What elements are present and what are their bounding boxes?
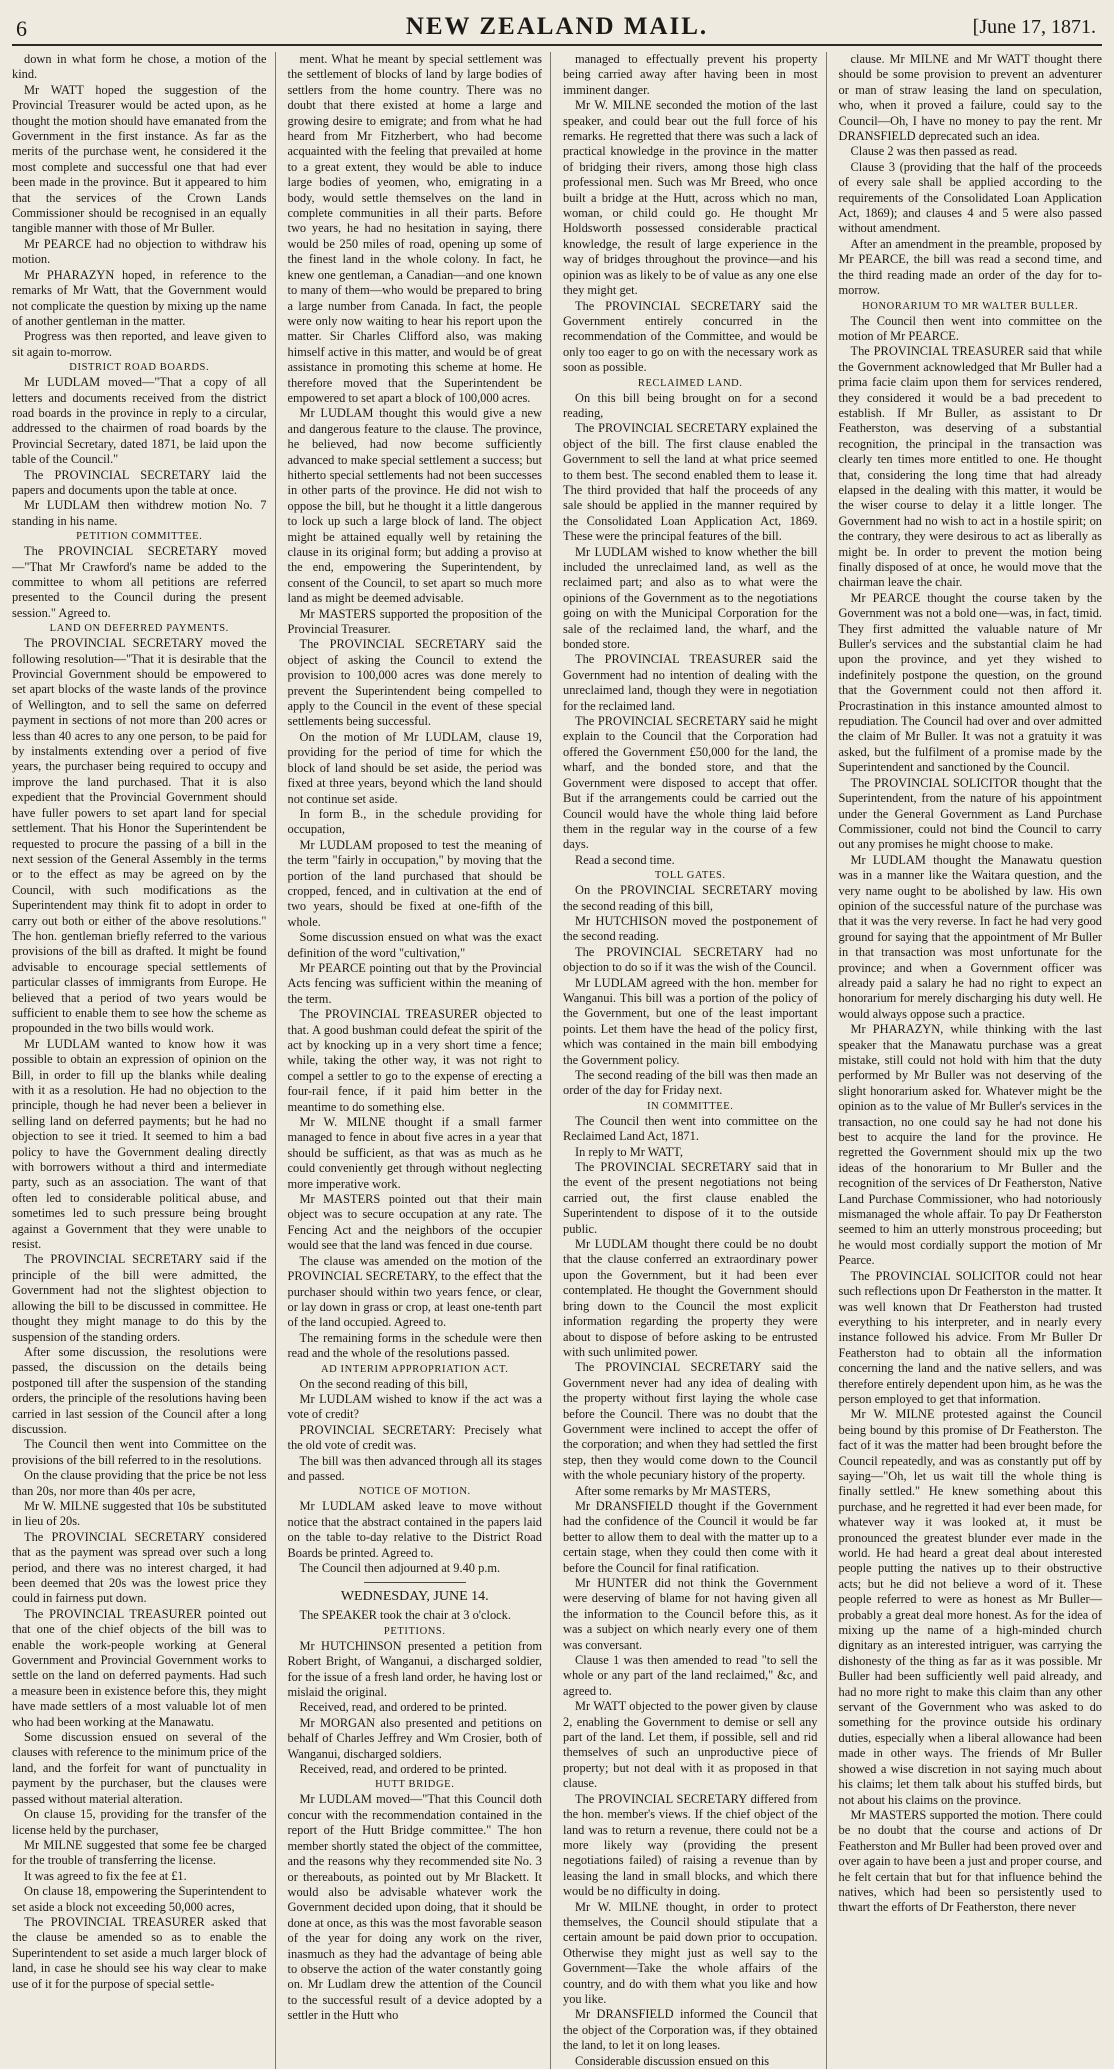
section-heading: IN COMMITTEE.	[646, 1100, 734, 1112]
paragraph: The second reading of the bill was then made an order of the day for Friday next.	[563, 1068, 818, 1098]
paragraph: Mr LUDLAM wanted to know how it was possible to obtain an expression of opinion on the Bill, in order to fill up the blanks while dealing with it as a resolution. He had no objection to the principle, though he had never been a believer in selling land on deferred payments; but he had no objection to see it tried. It seemed to him a bad policy to have the Government dealing directly with borrowers without a third and intermediate party, such as an association. The want of that often led to considerable political abuse, and sometimes led to such pressure being brought against a Government that they were unable to resist.	[12, 1036, 267, 1252]
paragraph: It was agreed to fix the fee at £1.	[24, 1868, 187, 1883]
paragraph: Mr DRANSFIELD informed the Council that the object of the Corporation was, if they obtained the land, to let it on long leases.	[563, 2007, 818, 2053]
column-2	[288, 52, 552, 2069]
paragraph: The PROVINCIAL SECRETARY laid the papers and documents upon the table at once.	[12, 467, 267, 497]
paragraph: Clause 1 was then amended to read "to sell the whole or any part of the land reclaimed," &c, and agreed to.	[563, 1653, 818, 1698]
paragraph: Received, read, and ordered to be printed.	[299, 1700, 507, 1715]
paragraph: In form B., in the schedule providing for occupation,	[287, 806, 542, 837]
paragraph: The PROVINCIAL SECRETARY said if the principle of the bill were admitted, the Government had not the slightest objection to allowing the bill to be discussed in committee. He thought they might manage to do this by the suspension of the standing orders.	[12, 1252, 267, 1344]
section-heading: PETITIONS.	[383, 1625, 446, 1637]
paragraph: Mr PHARAZYN, while thinking with the last speaker that the Manawatu purchase was a great mistake, still could not hold with him that the duty performed by Mr Buller was not deserving of the slight honorarium asked for. Whatever might be the opinion as to the value of Mr Buller's services in the transaction, no one could say he had not done his best to acquire the land for the province. He regretted the Government should mix up the two ideas of the honorarium to Mr Buller and the recognition of the services of Dr Featherston, Native Land Purchase Commissioner, who had notoriously mismanaged the whole affair. To pay Dr Featherston seemed to him an utterly monstrous proceeding; but he would most cordially support the motion of Mr Pearce.	[838, 1022, 1102, 1268]
paragraph: Mr HUTCHISON moved the postponement of the second reading.	[563, 913, 818, 944]
paragraph: On clause 18, empowering the Superintendent to set aside a block not exceeding 50,000 acres,	[12, 1884, 267, 1914]
paragraph: down in what form he chose, a motion of the kind.	[12, 52, 267, 82]
paragraph: Mr HUNTER did not think the Government were deserving of blame for not having given all the information to the Council before this, as it was a subject on which nearly every one of them was conversant.	[563, 1576, 818, 1652]
paragraph: The PROVINCIAL TREASURER asked that the clause be amended so as to enable the Superintendent to set aside a much larger block of land, in case he should see his way clear to make use of it for the purpose of special settle-	[12, 1914, 267, 1991]
paragraph: Mr PEARCE thought the course taken by the Government was not a bold one—was, in fact, timid. They first admitted the valuable nature of Mr Buller's services and the substantial claim he had upon the province, and yet they wished to indefinitely postpone the question, on the ground that the Government could not then afford it. Procrastination in this instance amounted almost to repudiation. The Council had over and over admitted the claim of Mr Buller. It was not a gratuity it was asked, but the fulfilment of a promise made by the Superintendent and sanctioned by the Council.	[838, 590, 1102, 775]
paragraph: After an amendment in the preamble, proposed by Mr PEARCE, the bill was read a second time, and the third reading made an order of the day for to-morrow.	[838, 236, 1102, 298]
paragraph: Mr MASTERS supported the motion. There could be no doubt that the course and actions of Dr Featherston and Mr Buller had been proved over and over again to have been a just and proper course, and he felt certain that but for that influence behind the natives, which had been so persistently used to thwart the efforts of Dr Featherston, there never	[838, 1807, 1102, 1915]
paragraph: Mr MILNE suggested that some fee be charged for the trouble of transferring the license.	[12, 1837, 267, 1868]
paragraph: The PROVINCIAL SECRETARY said that in the event of the present negotiations not being carried out, the first clause enabled the Superintendent to dispose of it to the outside public.	[563, 1160, 818, 1236]
paragraph: Clause 3 (providing that the half of the proceeds of every sale shall be applied according to the requirements of the Consolidated Loan Application Act, 1869); and clauses 4 and 5 were also passed without amendment.	[838, 159, 1102, 236]
paragraph: The Council then adjourned at 9.40 p.m.	[299, 1561, 501, 1575]
paragraph: Mr LUDLAM agreed with the hon. member for Wanganui. This bill was a portion of the policy of the Government, but one of the least important points. Let them have the head of the policy first, which was contained in the main bill embodying the Government policy.	[563, 975, 818, 1067]
paragraph: Mr W. MILNE thought if a small farmer managed to fence in about five acres in a year that should be sufficient, as that was as much as he could conveniently get through without neglecting more imperative work.	[287, 1115, 542, 1191]
paragraph: The PROVINCIAL SOLICITOR thought that the Superintendent, from the nature of his appointment under the General Government as Land Purchase Commissioner, could not bind the Council to carry out any promises he might choose to make.	[838, 775, 1102, 852]
section-heading: HUTT BRIDGE.	[375, 1779, 455, 1791]
paragraph: Mr MASTERS supported the proposition of the Provincial Treasurer.	[287, 606, 542, 637]
paragraph: The PROVINCIAL SECRETARY had no objection to do so if it was the wish of the Council.	[563, 944, 818, 975]
section-heading: DISTRICT ROAD BOARDS.	[69, 362, 210, 374]
paragraph: The PROVINCIAL TREASURER said the Government had no intention of dealing with the unreclaimed land, though they were in negotiation for the reclaimed land.	[563, 652, 818, 713]
paragraph: Received, read, and ordered to be printed.	[299, 1762, 507, 1777]
paragraph: In reply to Mr WATT,	[575, 1144, 683, 1159]
newspaper-title: NEW ZEALAND MAIL.	[405, 13, 709, 40]
paragraph: Mr LUDLAM proposed to test the meaning of the term "fairly in occupation," by moving that the portion of the land purchased that should be cropped, fenced, and in cultivation at the end of two years, should be fixed at one-fifth of the whole.	[287, 837, 542, 929]
paragraph: The bill was then advanced through all its stages and passed.	[287, 1453, 542, 1483]
paragraph: The PROVINCIAL SECRETARY said the object of asking the Council to extend the provision to 100,000 acres was done merely to prevent the Superintendent being compelled to apply to the Council in the event of these special settlements being successful.	[287, 637, 542, 729]
paragraph: Some discussion ensued on what was the exact definition of the word "cultivation,"	[287, 930, 542, 960]
paragraph: Mr MASTERS pointed out that their main object was to secure occupation at any rate. The Fencing Act and the neighbors of the occupier would see that the land was fenced in due course.	[287, 1192, 542, 1253]
paragraph: PROVINCIAL SECRETARY: Precisely what the old vote of credit was.	[287, 1422, 542, 1453]
section-heading: NOTICE OF MOTION.	[358, 1486, 471, 1498]
paragraph: After some remarks by Mr MASTERS,	[575, 1483, 771, 1498]
paragraph: Read a second time.	[575, 852, 675, 867]
column-1	[12, 52, 276, 2069]
paragraph: The Council then went into Committee on the provisions of the bill referred to in the resolutions.	[12, 1437, 267, 1467]
paragraph: The PROVINCIAL SECRETARY moved the following resolution—"That it is desirable that the Provincial Government should be empowered to set apart blocks of the waste lands of the province of Wellington, and to sell the same on deferred payment in sections of not more than 200 acres or less than 40 acres to any one person, to be paid for by instalments extending over a period of five years, the purchaser being required to occupy and improve the land purchased. That it is also expedient that the Provincial Government should have fuller powers to set apart land for special settlement. That his Honor the Superintendent be requested to procure the passing of a bill in the next session of the General Assembly in the terms or to the effect as may be agreed on by the Council, with such modifications as the Superintendent may think fit to adopt in order to carry out both or either of the above resolutions." The hon. gentleman briefly referred to the various provisions of the bill as drafted. It might be found advisable to encourage special settlements of particular classes of immigrants from Europe. He believed that a period of two years would be sufficient to enable them to see how the scheme as propounded in the two bills would work.	[12, 636, 267, 1036]
paragraph: Mr LUDLAM thought there could be no doubt that the clause conferred an extraordinary power upon the Government, but it had been ever contemplated. He thought the Government should bring down to the Council the most explicit information regarding the property they were about to dispose of before asking to be entrusted with such unlimited power.	[563, 1237, 818, 1359]
paragraph: Mr LUDLAM then withdrew motion No. 7 standing in his name.	[12, 498, 267, 528]
paragraph: managed to effectually prevent his property being carried away after having been in most imminent danger.	[563, 52, 818, 97]
section-heading: HONORARIUM TO MR WALTER BULLER.	[862, 300, 1079, 312]
paragraph: The remaining forms in the schedule were then read and the whole of the resolutions passed.	[287, 1330, 542, 1361]
paragraph: Mr WATT objected to the power given by clause 2, enabling the Government to demise or sell any part of the land. Let them, if possible, sell and rid themselves of such an unproductive piece of property; but not deal with it as proposed in that clause.	[563, 1699, 818, 1791]
paragraph: The Council then went into committee on the Reclaimed Land Act, 1871.	[563, 1113, 818, 1144]
section-heading: PETITION COMMITTEE.	[76, 531, 203, 543]
paragraph: Mr W. MILNE thought, in order to protect themselves, the Council should stipulate that a certain amount be paid down prior to occupation. Otherwise they might just as well say to the Government—Take the whole affairs of the country, and do with them what you like and how you like.	[563, 1899, 818, 2006]
paragraph: Mr W. MILNE seconded the motion of the last speaker, and could bear out the full force of his remarks. He regretted that there was such a lack of practical knowledge in the province in the matter of bridging their rivers, among those high class professional men. Such was Mr Breed, who once built a bridge at the Hutt, across which no man, woman, or child could go. He thought Mr Holdsworth possessed considerable practical knowledge, the result of large experience in the way of bridges throughout the province—and his opinion was as likely to be of value as any one else they might get.	[563, 98, 818, 298]
paragraph: The PROVINCIAL TREASURER said that while the Government acknowledged that Mr Buller had a prima facie claim upon them for services rendered, they considered it would be a bad precedent to establish. If Mr Buller, as assistant to Dr Featherston, was deserving of a substantial recognition, the principal in the transaction was clearly ten times more entitled to one. He thought that, considering the long time that had already elapsed in the dealing with this matter, it would be the wiser course to delay it a little longer. The Government had no wish to act in a hostile spirit; on the contrary, they were desirous to act as liberally as might be. In order to prevent the motion being finally disposed of at once, he would move that the chairman leave the chair.	[838, 344, 1102, 590]
paragraph: On the PROVINCIAL SECRETARY moving the second reading of this bill,	[563, 883, 818, 913]
paragraph: The PROVINCIAL TREASURER pointed out that one of the chief objects of the bill was to enable the work-people working at General Government and Provincial Government works to settle on the land on deferred payments. Had such a measure been in existence before this, they might have made settlers of a most valuable lot of men who had been working at the Manawatu.	[12, 1606, 267, 1729]
column-4	[839, 52, 1103, 2069]
paragraph: Mr PHARAZYN hoped, in reference to the remarks of Mr Watt, that the Government would not complicate the question by mixing up the name of another gentleman in the matter.	[12, 267, 267, 328]
page-number: 6	[16, 16, 27, 41]
paragraph: Mr LUDLAM asked leave to move without notice that the abstract contained in the papers laid on the table to-day relative to the District Road Boards be printed. Agreed to.	[287, 1499, 542, 1560]
paragraph: Mr MORGAN also presented and petitions on behalf of Charles Jeffrey and Wm Crosier, both of Wanganui, discharged soldiers.	[287, 1715, 542, 1761]
paragraph: On this bill being brought on for a second reading,	[563, 390, 818, 420]
paragraph: Mr LUDLAM thought this would give a new and dangerous feature to the clause. The province, he believed, had now become sufficiently advanced to make special settlement a success; but hitherto special settlements had not been successes in other parts of the province. He did not wish to oppose the bill, but he thought it a little dangerous to lock up such a large block of land. The object might be attained equally well by retaining the clause in its original form; but adding a proviso at the end, empowering the Superintendent, by consent of the Council, to set apart so much more land as might be deemed advisable.	[287, 406, 542, 606]
paragraph: The PROVINCIAL SECRETARY said the Government never had any idea of dealing with the property without first laying the whole case before the Council. There was no doubt that the Government were inclined to accept the offer of the corporation; and when they had settled the first step, then they would come down to the Council with the whole pecuniary history of the property.	[563, 1360, 818, 1483]
issue-date: [June 17, 1871.	[972, 16, 1096, 38]
paragraph: ment. What he meant by special settlement was the settlement of blocks of land by large bodies of settlers from the home country. There was no doubt that there existed at home a large and growing desire to emigrate; and from what he had heard from Mr Fitzherbert, who had become acquainted with the feeling that prevailed at home to a great extent, they would be able to induce large bodies of yeomen, who, emigrating in a body, would settle themselves on the land in complete communities in all their parts. Before two years, he had no hesitation in saying, there would be 250 miles of road, opening up some of the finest land in the whole colony. In fact, he knew one gentleman, a Canadian—and one known to many of them—who would be prepared to bring a large number from Canada. In fact, the people were only now waiting to hear his report upon the matter. Sir Charles Clifford also, was making himself active in this matter, and would be of great assistance in promoting this scheme at home. He therefore moved that the Superintendent be empowered to set apart a block of 100,000 acres.	[287, 52, 542, 405]
paragraph: clause. Mr MILNE and Mr WATT thought there should be some provision to prevent an adventurer or man of straw leasing the land on speculation, who, when it proved a failure, could say to the Council—Oh, I have no money to pay the rent. Mr DRANSFIELD deprecated such an idea.	[838, 52, 1102, 144]
section-heading: LAND ON DEFERRED PAYMENTS.	[49, 623, 229, 635]
paragraph: Mr LUDLAM wished to know if the act was a vote of credit?	[287, 1391, 542, 1422]
paragraph: Clause 2 was then passed as read.	[850, 144, 1018, 159]
paragraph: The clause was amended on the motion of the PROVINCIAL SECRETARY, to the effect that the purchaser should within two years fence, or clear, or lay down in grass or crop, at least one-tenth part of the land occupied. Agreed to.	[287, 1253, 542, 1330]
paragraph: Considerable discussion ensued on this	[575, 2053, 770, 2068]
paragraph: The PROVINCIAL SECRETARY said he might explain to the Council that the Corporation had offered the Government £50,000 for the land, the wharf, and the bonded store, and that the Government were disposed to accept that offer. But if the arrangements could be carried out the Council would have the whole thing laid before them in the regular way in the course of a few days.	[563, 714, 818, 852]
paragraph: Mr LUDLAM moved—"That this Council doth concur with the recommendation contained in the report of the Hutt Bridge committee." The hon member shortly stated the object of the committee, and the reasons why they recommended site No. 3 or thereabouts, as pointed out by Mr Blackett. It would also be advisable whatever work the Government decided upon doing, that it should be done at once, as this was the most favorable season of the year for doing any work on the river, inasmuch as they had the advantage of being able to observe the action of the water constantly going on. Mr Ludlam drew the attention of the Council to the successful result of a device adopted by a settler in the Hutt who	[287, 1792, 542, 2023]
paragraph: Mr WATT hoped the suggestion of the Provincial Treasurer would be acted upon, as he thought the motion should have emanated from the Government in the first instance. As far as the merits of the purchase went, he considered it the most complete and successful one that had ever been made in the province. But it appeared to him that the services of the Crown Lands Commissioner should be recognised in an equally tangible manner with those of Mr Buller.	[12, 82, 267, 236]
paragraph: Mr LUDLAM wished to know whether the bill included the unreclaimed land, as well as the reclaimed part; and also as to what were the opinions of the Government as to the negotiations going on with the Municipal Corporation for the sale of the reclaimed land, the wharf, and the bonded store.	[563, 544, 818, 652]
paragraph: The SPEAKER took the chair at 3 o'clock.	[299, 1608, 511, 1623]
paragraph: The Council then went into committee on the motion of Mr PEARCE.	[838, 313, 1102, 343]
section-heading: TOLL GATES.	[654, 870, 726, 882]
section-heading: AD INTERIM APPROPRIATION ACT.	[320, 1363, 509, 1375]
paragraph: On clause 15, providing for the transfer of the license held by the purchaser,	[12, 1807, 267, 1837]
paragraph: The PROVINCIAL SECRETARY considered that as the payment was spread over such a long period, and there was no interest charged, it had been deemed that 20s was the lowest price they could in fairness put down.	[12, 1529, 267, 1606]
divider	[364, 1582, 466, 1583]
paragraph: Mr DRANSFIELD thought if the Government had the confidence of the Council it would be far better to allow them to deal with the matter up to a certain stage, when they could then come with it before the Council for final ratification.	[563, 1498, 818, 1575]
paragraph: Mr PEARCE had no objection to withdraw his motion.	[12, 236, 267, 267]
sitting-date-heading: WEDNESDAY, JUNE 14.	[340, 1589, 489, 1605]
paragraph: Mr W. MILNE protested against the Council being bound by this promise of Dr Featherston. The fact of it was the matter had been brought before the Council repeatedly, and was as constantly put off by saying—"Oh, let us wait till the whole thing is finally settled." He knew something about this purchase, and he regretted it had ever been made, for whatever way it was looked at, it must be pronounced the greatest blunder ever made in the world. He had heard a great deal about interested people putting the natives up to their obstructive acts; but he did not believe a word of it. These people referred to were as honest as Mr Buller—probably a great deal more honest. As for the idea of mixing up the name of a high-minded church dignitary as an interested intriguer, was carrying the dishonesty of the thing as far as it was possible. Mr Buller had been sufficiently well paid already, and had no more right to make this claim than any other servant of the Government who was asked to do something for the province outside his ordinary duties, especially when a liberal allowance had been made in other ways. The friends of Mr Buller showed a wise discretion in not saying much about his claims; let them talk about his stuffed birds, but not about his claims on the province.	[838, 1407, 1102, 1807]
paragraph: Some discussion ensued on several of the clauses with reference to the minimum price of the land, and the forfeit for want of punctuality in payment by the purchaser, but the clauses were passed without material alteration.	[12, 1730, 267, 1806]
column-3	[563, 52, 827, 2069]
paragraph: Progress was then reported, and leave given to sit again to-morrow.	[12, 329, 267, 359]
paragraph: The PROVINCIAL SECRETARY said the Government entirely concurred in the recommendation of the Committee, and would be only too eager to go on with the necessary work as soon as possible.	[563, 298, 818, 375]
paragraph: Mr W. MILNE suggested that 10s be substituted in lieu of 20s.	[12, 1498, 267, 1529]
paragraph: Mr LUDLAM moved—"That a copy of all letters and documents received from the district road boards in the province in reply to a circular, addressed to the chairmen of road boards by the Provincial Secretary, dated 1871, be laid upon the table of the Council."	[12, 375, 267, 467]
paragraph: After some discussion, the resolutions were passed, the discussion on the details being postponed till after the suspension of the standing orders, the principle of the resolutions having been carried in last session of the Council after a long discussion.	[12, 1344, 267, 1436]
paragraph: On the second reading of this bill,	[299, 1376, 468, 1391]
paragraph: On the motion of Mr LUDLAM, clause 19, providing for the period of time for which the block of land should be set aside, the period was fixed at three years, beyond which the land should not continue set aside.	[287, 729, 542, 806]
paragraph: Mr PEARCE pointing out that by the Provincial Acts fencing was sufficient within the meaning of the term.	[287, 960, 542, 1006]
paragraph: The PROVINCIAL SOLICITOR could not hear such reflections upon Dr Featherston in the matter. It was well known that Dr Featherston had trusted everything to his interpreter, and in nearly every instance followed his advice. From Mr Buller Dr Featherston had to obtain all the information concerning the land and the native sellers, and was therefore entirely dependent upon him, as he was the person employed to get that information.	[838, 1268, 1102, 1406]
paragraph: The PROVINCIAL TREASURER objected to that. A good bushman could defeat the spirit of the act by knocking up in a very short time a fence; while, taking the other way, it was not right to compel a settler to go to the expense of erecting a four-rail fence, if it paid him better in the meantime to do something else.	[287, 1007, 542, 1114]
paragraph: Mr LUDLAM thought the Manawatu question was in a manner like the Waitara question, and the very name ought to be abolished by law. His own opinion of the successful nature of the purchase was that it was the very reverse. In fact he had very good ground for saying that the appointment of Mr Buller in that transaction was most unfortunate for the province; and when a Government officer was already paid a salary he had no right to expect an honorarium for merely discharging his duty well. He would always oppose such a practice.	[838, 852, 1102, 1021]
paragraph: The PROVINCIAL SECRETARY explained the object of the bill. The first clause enabled the Government to sell the land at what price seemed to them best. The second enabled them to lease it. The third provided that half the proceeds of any sale should be applied in the manner required by the Consolidated Loan Application Act, 1869. These were the principal features of the bill.	[563, 421, 818, 544]
columns	[12, 52, 1102, 2068]
paragraph: Mr HUTCHINSON presented a petition from Robert Bright, of Wanganui, a discharged soldier, for the issue of a fresh land order, he having lost or mislaid the original.	[287, 1638, 542, 1700]
section-heading: RECLAIMED LAND.	[637, 377, 743, 389]
paragraph: The PROVINCIAL SECRETARY differed from the hon. member's views. If the chief object of the land was to return a revenue, there could not be a more likely way (providing the present negotiations failed) of raising a revenue than by leasing the land in small blocks, and which there would be no difficulty in doing.	[563, 1791, 818, 1899]
paragraph: The PROVINCIAL SECRETARY moved —"That Mr Crawford's name be added to the committee to whom all petitions are referred presented to the Council during the present session." Agreed to.	[12, 544, 267, 620]
paragraph: On the clause providing that the price be not less than 20s, nor more than 40s per acre,	[12, 1468, 267, 1498]
masthead	[12, 10, 1102, 46]
